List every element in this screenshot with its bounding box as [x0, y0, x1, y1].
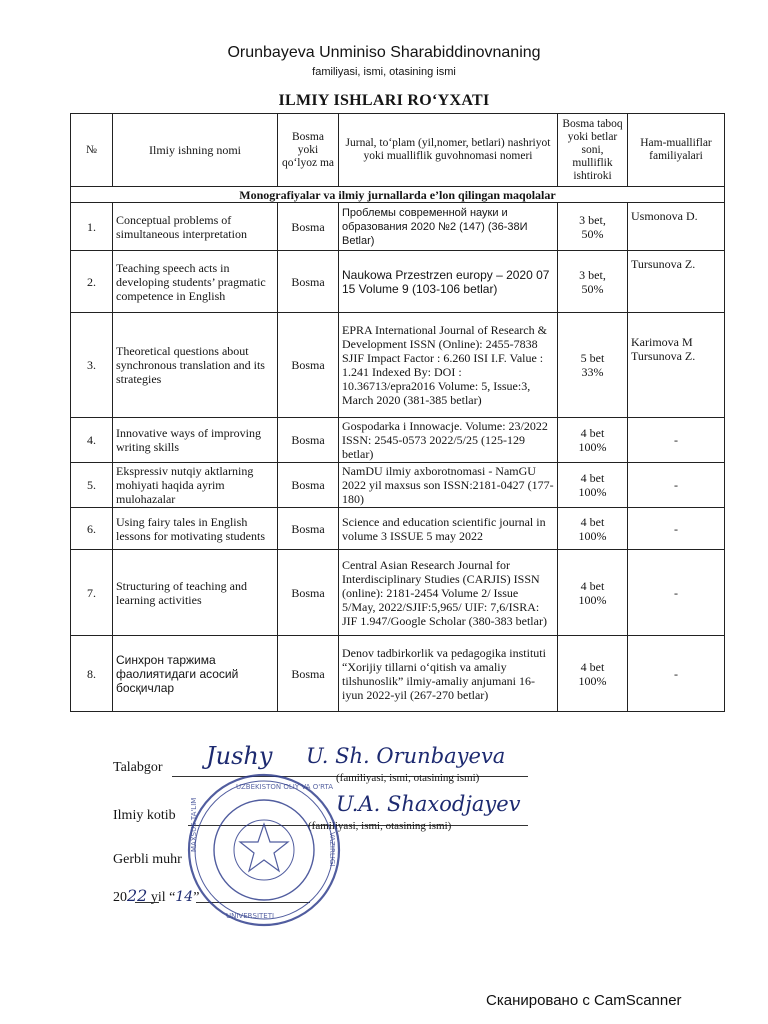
journal-info: Gospodarka i Innowacje. Volume: 23/2022 ISSN: 2545-0573 2022/5/25 (125-129 betlar) — [339, 418, 558, 463]
svg-text:MAXSUS TA'LIM: MAXSUS TA'LIM — [190, 797, 198, 852]
row-number: 5. — [71, 463, 113, 508]
pages-share — [558, 418, 628, 463]
pages-share — [558, 203, 628, 251]
publication-row — [71, 313, 725, 418]
print-type: Bosma — [278, 550, 339, 636]
ilmiy-kotib-handwritten-name: U.A. Shaxodjayev — [336, 792, 521, 816]
work-title: Conceptual problems of simultaneous interpretation — [113, 203, 278, 251]
authorship-share: 100% — [578, 528, 607, 543]
work-title: Teaching speech acts in developing students’ pragmatic competence in English — [113, 251, 278, 313]
work-title: Синхрон таржима фаолиятидаги асосий босқичлар — [113, 636, 278, 712]
publication-row — [71, 251, 725, 313]
journal-info: EPRA International Journal of Research & Development ISSN (Online): 2455-7838 SJIF Impact Factor : 6.260 ISI I.F. Value : 1.241 Indexed By: DOI : 10.36713/epra2016 Volume: 5, Issue:3, March 2020 (381-385 betlar) — [339, 313, 558, 418]
print-type: Bosma — [278, 508, 339, 550]
row-number: 2. — [71, 251, 113, 313]
column-header-print-type: Bosma yoki qo‘lyoz ma — [278, 114, 339, 187]
author-full-name: Orunbayeva Unminiso Sharabiddinovnaning — [227, 44, 541, 61]
section-title: Monografiyalar va ilmiy jurnallarda e’lon qilingan maqolalar — [71, 187, 725, 203]
pages-count: 5 bet — [580, 351, 605, 365]
publication-row — [71, 508, 725, 550]
work-title: Innovative ways of improving writing skills — [113, 418, 278, 463]
column-header-pages-share: Bosma taboq yoki betlar soni, mulliflik ishtiroki — [558, 114, 628, 187]
coauthors: - — [628, 636, 725, 712]
svg-text:UZBEKISTON OLIY VA O'RTA: UZBEKISTON OLIY VA O'RTA — [236, 783, 334, 791]
document-title: ILMIY ISHLARI RO‘YXATI — [278, 92, 490, 109]
authorship-share: 50% — [581, 226, 604, 241]
authorship-share: 100% — [578, 485, 607, 499]
date-close-quote: ” — [193, 890, 200, 905]
row-number: 3. — [71, 313, 113, 418]
column-header-work-title: Ilmiy ishning nomi — [113, 114, 278, 187]
ilmiy-kotib-name-caption: (familiyasi, ismi, otasining ismi) — [308, 820, 452, 832]
pages-share — [558, 550, 628, 636]
pages-count: 4 bet — [580, 578, 605, 593]
talabgor-signature: Jushy — [206, 742, 273, 770]
author-name-caption: familiyasi, ismi, otasining ismi — [312, 66, 456, 78]
row-number: 1. — [71, 203, 113, 251]
row-number: 6. — [71, 508, 113, 550]
publication-row — [71, 636, 725, 712]
publication-row — [71, 418, 725, 463]
coauthors: - — [628, 463, 725, 508]
pages-share — [558, 463, 628, 508]
pages-share — [558, 636, 628, 712]
date-yil-text: yil “ — [150, 890, 176, 905]
row-number: 4. — [71, 418, 113, 463]
pages-share — [558, 508, 628, 550]
pages-count: 4 bet — [580, 426, 605, 440]
coauthors: Karimova M Tursunova Z. — [628, 313, 725, 418]
print-type: Bosma — [278, 313, 339, 418]
print-type: Bosma — [278, 251, 339, 313]
date-year-underline — [135, 902, 159, 903]
seal-label: Gerbli muhr — [113, 852, 182, 867]
column-header-coauthors: Ham-mualliflar familiyalari — [628, 114, 725, 187]
camscanner-watermark: Сканировано с CamScanner — [486, 992, 682, 1009]
authorship-share: 33% — [581, 365, 604, 379]
journal-info: Central Asian Research Journal for Interdisciplinary Studies (CARJIS) ISSN (online): 2181-2454 Volume 2/ Issue 5/May, 2022/SJIF:5,965/ UIF: 7,6/ISRA: JIF 1.947/Google Scholar (380-383 betlar) — [339, 550, 558, 636]
column-header-number: № — [71, 114, 113, 187]
pages-count: 3 bet, — [579, 212, 606, 227]
journal-info: NamDU ilmiy axborotnomasi - NamGU 2022 yil maxsus son ISSN:2181-0427 (177-180) — [339, 463, 558, 508]
table-header-row — [71, 114, 725, 187]
authorship-share: 100% — [578, 440, 607, 454]
date-century: 20 — [113, 890, 127, 905]
publication-row — [71, 463, 725, 508]
work-title: Structuring of teaching and learning activities — [113, 550, 278, 636]
date-day-handwritten: 14 — [175, 889, 194, 905]
talabgor-label: Talabgor — [113, 760, 163, 775]
talabgor-handwritten-name: U. Sh. Orunbayeva — [306, 744, 506, 768]
work-title: Using fairy tales in English lessons for motivating students — [113, 508, 278, 550]
journal-info: Проблемы современной науки и образования 2020 №2 (147) (36-38И Betlar) — [339, 203, 558, 251]
talabgor-name-caption: (familiyasi, ismi, otasining ismi) — [336, 772, 480, 784]
svg-text:VAZIRLIGI: VAZIRLIGI — [328, 832, 336, 867]
coauthors: - — [628, 508, 725, 550]
journal-info: Naukowa Przestrzen europy – 2020 07 15 Volume 9 (103-106 betlar) — [339, 251, 558, 313]
print-type: Bosma — [278, 203, 339, 251]
svg-text:UNIVERSITETI: UNIVERSITETI — [226, 912, 275, 920]
print-type: Bosma — [278, 418, 339, 463]
pages-share — [558, 313, 628, 418]
journal-info: Science and education scientific journal in volume 3 ISSUE 5 may 2022 — [339, 508, 558, 550]
pages-share — [558, 251, 628, 313]
coauthors: Tursunova Z. — [628, 251, 725, 313]
official-seal-stamp — [186, 772, 342, 928]
ilmiy-kotib-label: Ilmiy kotib — [113, 808, 176, 823]
section-row — [71, 187, 725, 203]
date-year-handwritten: 22 — [127, 886, 148, 905]
authorship-share: 100% — [578, 673, 607, 688]
coauthors: Usmonova D. — [628, 203, 725, 251]
publication-row — [71, 550, 725, 636]
coauthors: - — [628, 550, 725, 636]
column-header-journal: Jurnal, to‘plam (yil,nomer, betlari) nashriyot yoki mualliflik guvohnomasi nomeri — [339, 114, 558, 187]
publications-table — [70, 113, 725, 712]
journal-info: Denov tadbirkorlik va pedagogika instituti “Xorijiy tillarni o‘qitish va amaliy tilshunoslik” ilmiy-amaliy anjumani 16-iyun 2022-yil (267-270 betlar) — [339, 636, 558, 712]
pages-count: 3 bet, — [579, 267, 606, 282]
print-type: Bosma — [278, 636, 339, 712]
pages-count: 4 bet — [580, 514, 605, 529]
authorship-share: 50% — [581, 281, 604, 296]
work-title: Ekspressiv nutqiy aktlarning mohiyati haqida ayrim mulohazalar — [113, 463, 278, 508]
pages-count: 4 bet — [580, 659, 605, 674]
work-title: Theoretical questions about synchronous translation and its strategies — [113, 313, 278, 418]
row-number: 7. — [71, 550, 113, 636]
authorship-share: 100% — [578, 592, 607, 607]
pages-count: 4 bet — [580, 471, 605, 485]
row-number: 8. — [71, 636, 113, 712]
coauthors: - — [628, 418, 725, 463]
print-type: Bosma — [278, 463, 339, 508]
publication-row — [71, 203, 725, 251]
